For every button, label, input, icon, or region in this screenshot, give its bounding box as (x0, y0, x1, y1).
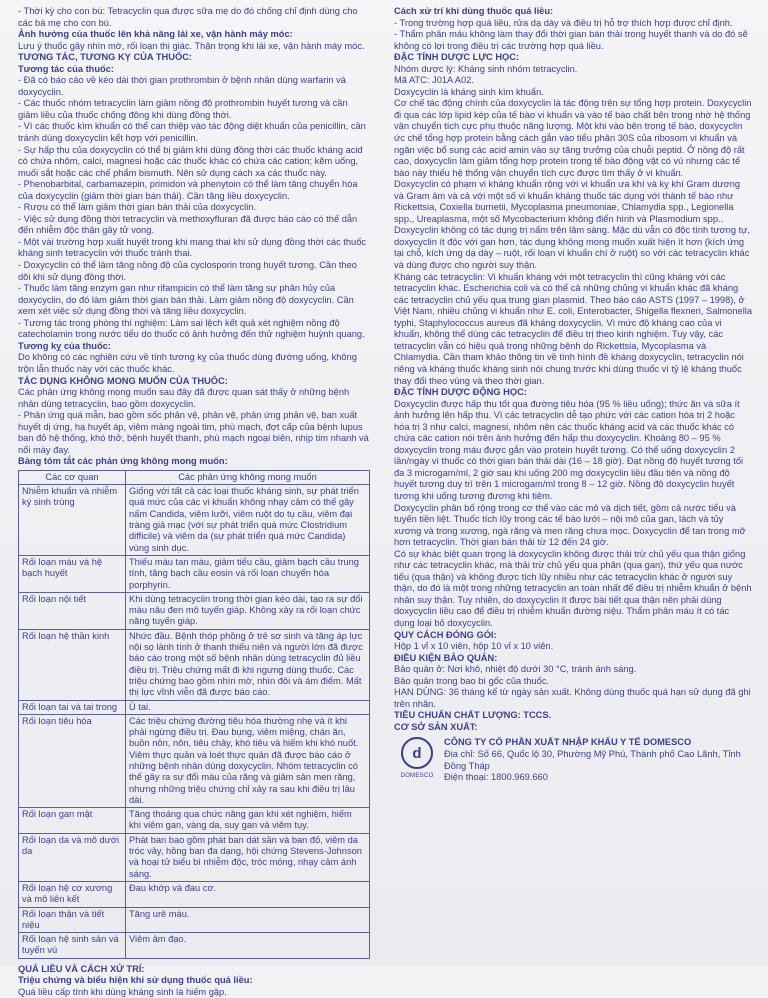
paragraph: Các phản ứng không mong muốn sau đây đã được quan sát thấy ở những bệnh nhân dùng tetracyclin, bao gồm doxycyclin. (18, 387, 350, 409)
table-row (19, 808, 370, 834)
reaction-cell: Các triệu chứng đường tiêu hóa thường nhẹ và ít khi phải ngừng điều trị. Đau bụng, viêm miệng, chán ăn, buồn nôn, nôn, tiêu chảy, khó tiêu và hiếm khi khó nuốt. Viêm thực quản và loét thực quản đã được báo cáo ở những bệnh nhân dùng doxycyclin. Nhóm tetracyclin có thể gây ra sự đổi màu của răng và giảm sản men răng, nhưng những triệu chứng chỉ xảy ra sau khi điều trị lâu dài. (126, 714, 370, 807)
paragraph: - Một vài trường hợp xuất huyết trong khi mang thai khi sử dụng đồng thời các thuốc kháng sinh tetracyclin với thuốc tránh thai. (18, 236, 367, 259)
paragraph: TIÊU CHUẨN CHẤT LƯỢNG: TCCS. (394, 710, 552, 721)
table-row (19, 714, 370, 807)
paragraph: - Rượu có thể làm giảm thời gian bán thải của doxycyclin. (18, 202, 257, 213)
left-paragraphs (18, 6, 370, 468)
manufacturer-address: Địa chỉ: Số 66, Quốc lộ 30, Phường Mỹ Phú, Thành phố Cao Lãnh, Tỉnh Đồng Tháp (444, 749, 741, 771)
table-header-row (19, 470, 370, 484)
paragraph: Tương kỵ của thuốc: (18, 340, 111, 351)
organ-cell: Rối loạn máu và hệ bạch huyết (19, 555, 126, 592)
reaction-cell: Thiếu máu tan máu, giảm tiểu cầu, giảm bạch cầu trung tính, tăng bạch cầu eosin và rối loạn chuyển hóa porphyrin. (126, 555, 370, 592)
table-row (19, 485, 370, 556)
paragraph: Nhóm dược lý: Kháng sinh nhóm tetracyclin. (394, 63, 578, 74)
organ-cell: Rối loạn gan mật (19, 808, 126, 834)
paragraph: - Việc sử dụng đồng thời tetracyclin và methoxyfluran đã được báo cáo có thể dẫn đến nhiễm độc thận gây tử vong. (18, 213, 358, 236)
organ-cell: Rối loạn nội tiết (19, 592, 126, 629)
paragraph: QUÁ LIỀU VÀ CÁCH XỬ TRÍ: (18, 963, 145, 974)
organ-cell: Rối loạn thận và tiết niệu (19, 907, 126, 933)
reaction-cell: Đau khớp và đau cơ. (126, 881, 370, 907)
paragraph: TƯƠNG TÁC, TƯƠNG KỴ CỦA THUỐC: (18, 52, 192, 63)
paragraph: Có sự khác biệt quan trọng là doxycyclin không được thải trừ chủ yếu qua thận giống như các tetracyclin khác, mà thải trừ chủ yếu qua phân (qua gan), thứ yếu qua nước tiểu (qua thận) và không được tích lũy nhiều như các tetracyclin khác ở người suy thận, do đó là một trong những tetracyclin an toàn nhất để điều trị nhiễm khuẩn ở bệnh nhân suy thận. Tuy nhiên, do doxycyclin ít được bài tiết qua thận nên phải dùng doxycyclin liều cao để điều trị nhiễm khuẩn đường niệu. Thẩm phân máu ít có tác dụng loại bỏ doxycyclin. (394, 548, 752, 628)
table-row (19, 629, 370, 700)
manufacturer-block (394, 737, 752, 783)
paragraph: Lưu ý thuốc gây nhìn mờ, rối loạn thị giác. Thận trọng khi lái xe, vận hành máy móc. (18, 40, 365, 51)
paragraph: - Tương tác trong phòng thí nghiệm: Làm sai lệch kết quả xét nghiệm nồng độ catecholamin trong nước tiểu do thuốc có ảnh hưởng đến thử nghiệm huỳnh quang. (18, 317, 365, 340)
paragraph: TÁC DỤNG KHÔNG MONG MUỐN CỦA THUỐC: (18, 375, 228, 386)
table-header-organs: Các cơ quan (19, 470, 126, 484)
paragraph: Cơ chế tác động chính của doxycyclin là tác động trên sự tổng hợp protein. Doxycyclin đi qua các lớp lipid kép của tế bào vi khuẩn và vào tế bào chất bên trong nhờ hệ thống vận chuyển tích cực phụ thuộc năng lượng. Một khi vào bên trong tế bào, doxycyclin ức chế tổng hợp protein bằng cách gắn vào tiểu phân 30S của ribosom vi khuẩn và ngăn việc bổ sung các acid amin vào sự tăng trưởng của chuỗi peptid. Ở nồng độ rất cao, doxycyclin làm giảm tổng hợp protein trong tế bào động vật có vú nhưng các tế bào này thiếu hệ thống vận chuyển tích cực được tìm thấy ở vi khuẩn. (394, 98, 752, 178)
table-body (19, 485, 370, 959)
paragraph: ĐIỀU KIỆN BẢO QUẢN: (394, 652, 498, 663)
paragraph: ĐẶC TÍNH DƯỢC ĐỘNG HỌC: (394, 387, 527, 398)
table-row (19, 907, 370, 933)
reaction-cell: Khi dùng tetracyclin trong thời gian kéo dài, tạo ra sự đổi màu nâu đen mô tuyến giáp. Không xảy ra rối loạn chức năng tuyến giáp. (126, 592, 370, 629)
organ-cell: Rối loạn tai và tai trong (19, 700, 126, 714)
reaction-cell: Viêm âm đạo. (126, 933, 370, 959)
reaction-cell: Giống với tất cả các loại thuốc kháng sinh, sự phát triển quá mức của các vi khuẩn không nhạy cảm có thể gây nấm Candida, viêm lưỡi, viêm ruột do tụ cầu, viêm đại tràng giả mạc (với sự phát triển quá mức Clostridium difficile) và viêm da (sự phát triển quá mức Candida) vùng sinh dục. (126, 485, 370, 556)
paragraph: Quá liều cấp tính khi dùng kháng sinh là hiếm gặp. (18, 986, 227, 997)
paragraph: Doxycyclin được hấp thu tốt qua đường tiêu hóa (95 % liều uống); thức ăn và sữa ít ảnh hưởng lên hấp thu. Vì các tetracyclin dễ tạo phức với các cation hóa trị 2 hoặc hóa trị 3 như calci, magnesi, nhôm nên các thuốc kháng acid và các thuốc khác có chứa các cation nói trên ảnh hưởng đến hấp thu doxycyclin. Khoảng 80 – 95 % doxycyclin trong máu được gắn vào protein huyết tương. Có thể uống doxycyclin 2 lần/ngày vì thuốc có thời gian bán thải dài (16 – 18 giờ). Đạt nồng độ huyết tương tối đa 3 microgam/ml, 2 giờ sau khi uống 200 mg doxycyclin liều đầu tiên và nồng độ huyết tương duy trì trên 1 microgam/ml trong 8 – 12 giờ. Nồng độ doxycyclin huyết tương khi uống tương đương khi tiêm. (394, 398, 744, 501)
adverse-effects-table (18, 470, 370, 959)
paragraph: Bảo quản trong bao bì gốc của thuốc. (394, 675, 550, 686)
table-row (19, 933, 370, 959)
reaction-cell: Tăng urê máu. (126, 907, 370, 933)
organ-cell: Nhiễm khuẩn và nhiễm ký sinh trùng (19, 485, 126, 556)
organ-cell: Rối loạn tiêu hóa (19, 714, 126, 807)
manufacturer-name: CÔNG TY CỔ PHẦN XUẤT NHẬP KHẨU Y TẾ DOMESCO (444, 737, 692, 748)
paragraph: Ảnh hưởng của thuốc lên khả năng lái xe, vận hành máy móc: (18, 29, 293, 40)
paragraph: CƠ SỞ SẢN XUẤT: (394, 721, 478, 732)
paragraph: Doxycyclin có phạm vi kháng khuẩn rộng với vi khuẩn ưa khí và kỵ khí Gram dương và Gram âm và cả với một số vi khuẩn kháng thuốc tác dụng với thành tế bào như Rickettsia, Coxiella burnetii, Mycoplasma pneumoniae, Chlamydia spp., Legionella spp., Ureaplasma, một số Mycobacterium không điển hình và Plasmodium spp.. Doxycyclin không có tác dụng trị nấm trên lâm sàng. Mặc dù vẫn có độc tính tương tự, doxycyclin ít độc với gan hơn, tác dụng không mong muốn xuất hiện ít hơn (kích ứng tại chỗ, kích ứng dạ dày – ruột, rối loạn vi khuẩn chí ở ruột) so với các tetracyclin khác và dùng được cho người suy thận. (394, 179, 750, 271)
paragraph: Bảo quản ở: Nơi khô, nhiệt độ dưới 30 °C, tránh ánh sáng. (394, 664, 637, 675)
paragraph: - Đã có báo cáo về kéo dài thời gian prothrombin ở bệnh nhân dùng warfarin và doxycyclin. (18, 75, 346, 97)
paragraph: Tương tác của thuốc: (18, 63, 114, 74)
paragraph: HẠN DÙNG: 36 tháng kể từ ngày sản xuất. Không dùng thuốc quá hạn sử dụng đã ghi trên nhãn. (394, 687, 751, 709)
paragraph: - Thuốc làm tăng enzym gan như rifampicin có thể làm tăng sự phân hủy của doxycyclin, do đó làm giảm thời gian bán thải. Làm giảm nồng độ doxycyclin. Cần xem xét việc sử dụng đồng thời và tăng liều doxycyclin. (18, 283, 354, 317)
paragraph: - Vì các thuốc kìm khuẩn có thể can thiệp vào tác động diệt khuẩn của penicillin, cần tránh dùng doxycyclin kết hợp với penicillin. (18, 121, 366, 144)
organ-cell: Rối loạn hệ sinh sản và tuyến vú (19, 933, 126, 959)
paragraph: Cách xử trí khi dùng thuốc quá liều: (394, 6, 554, 16)
domesco-logo-icon: d (401, 737, 433, 769)
paragraph: - Các thuốc nhóm tetracyclin làm giảm nồng độ prothrombin huyết tương và cần giảm liều của thuốc chống đông khi dùng đồng thời. (18, 98, 348, 120)
paragraph: - Phenobarbital, carbamazepin, primidon và phenytoin có thể làm tăng chuyển hóa của doxycyclin (giảm thời gian bán thải). Cần tăng liều doxycyclin. (18, 179, 358, 201)
table-row (19, 881, 370, 907)
paragraph: Triệu chứng và biểu hiện khi sử dụng thuốc quá liều: (18, 975, 253, 986)
right-column (394, 6, 752, 784)
left-column (18, 6, 370, 998)
paragraph: Hộp 1 vỉ x 10 viên, hộp 10 vỉ x 10 viên. (394, 641, 554, 652)
reaction-cell: Nhức đầu. Bệnh thóp phồng ở trẻ sơ sinh và tăng áp lực nội sọ lành tính ở thanh thiếu niên và người lớn đã được báo cáo trong một số bệnh nhân dùng tetracyclin đủ liều điều trị. Triệu chứng mất đi khi ngưng dùng thuốc. Các triệu chứng bao gồm nhìn mờ, nhìn đôi và ám điểm. Mất thị lực vĩnh viễn đã được báo cáo. (126, 629, 370, 700)
paragraph: - Sự hấp thu của doxycyclin có thể bị giảm khi dùng đồng thời các thuốc kháng acid có chứa nhôm, calci, magnesi hoặc các thuốc khác có chứa các cation; kẽm uống, muối sắt hoặc các chế phẩm bismuth. Nên sử dụng cách xa các thuốc này. (18, 144, 363, 178)
organ-cell: Rối loạn hệ thần kinh (19, 629, 126, 700)
manufacturer-phone: Điện thoại: 1800.969.660 (444, 772, 548, 783)
paragraph: Kháng các tetracyclin: Vi khuẩn kháng với một tetracyclin thì cũng kháng với các tetracyclin khác. Escherichia coli và có thể cả những chủng vi khuẩn khác đã kháng các tetracyclin chủ yếu qua trung gian plasmid. Theo báo cáo ASTS (1997 – 1998), ở Việt Nam, nhiều chủng vi khuẩn như E. coli, Enterobacter, Shigella flexneri, Salmonella typhi, Staphylococcus aureus đã kháng doxycyclin. Vì mức độ kháng cao của vi khuẩn, không thể dùng các tetracyclin để điều trị theo kinh nghiệm. Tuy vậy, các tetracyclin vẫn có hiệu quả trong những bệnh do Rickettsia, Mycoplasma và Chlamydia. Cần tham khảo thông tin về tình hình đề kháng doxycyclin, tetracyclin nói riêng và kháng thuốc kháng sinh nói chung trước khi dùng thuốc vì tỷ lệ kháng thuốc thay đổi theo vùng và theo thời gian. (394, 271, 752, 386)
organ-cell: Rối loạn hệ cơ xương và mô liên kết (19, 881, 126, 907)
organ-cell: Rối loạn da và mô dưới da (19, 833, 126, 881)
paragraph: - Doxycyclin có thể làm tăng nồng độ của cyclosporin trong huyết tương. Cần theo dõi khi sử dụng đồng thời. (18, 260, 357, 282)
paragraph: Do không có các nghiên cứu về tính tương kỵ của thuốc dùng đường uống, không trộn lẫn thuốc này với các thuốc khác. (18, 352, 357, 374)
paragraph: - Phản ứng quá mẫn, bao gồm sốc phản vệ, phản vệ, phản ứng phản vệ, ban xuất huyết dị ứng, hạ huyết áp, viêm màng ngoài tim, phù mạch, đợt cấp của bệnh lupus ban đỏ hệ thống, khó thở, bệnh huyết thanh, phù mạch ngoại biên, nhịp tim nhanh và nổi mày đay. (18, 410, 369, 455)
table-row (19, 592, 370, 629)
paragraph: - Trong trường hợp quá liều, rửa dạ dày và điều trị hỗ trợ thích hợp được chỉ định. (394, 17, 733, 28)
reaction-cell: Phát ban bao gồm phát ban dát sần và ban đỏ, viêm da tróc vảy, hồng ban đa dạng, hội chứng Stevens-Johnson và hoại tử biểu bì nhiễm độc, tróc móng, nhạy cảm ánh sáng. (126, 833, 370, 881)
manufacturer-details (440, 737, 752, 783)
paragraph: Doxycyclin phân bố rộng trong cơ thể vào các mô và dịch tiết, gồm cả nước tiểu và tuyến tiền liệt. Thuốc tích lũy trong các tế bào lưới – nội mô của gan, lách và tủy xương và trong xương, ngà răng và men răng chưa mọc. Doxycyclin để tan trong mỡ hơn tetracyclin. Thời gian bán thải từ 12 đến 24 giờ. (394, 502, 746, 548)
paragraph: Bảng tóm tắt các phản ứng không mong muốn: (18, 456, 228, 467)
domesco-logo (394, 737, 440, 783)
domesco-logo-text: DOMESCO (400, 773, 434, 780)
right-paragraphs (394, 6, 752, 733)
reaction-cell: Tăng thoáng qua chức năng gan khi xét nghiệm, hiếm khi viêm gan, vàng da, suy gan và viêm tụy. (126, 808, 370, 834)
paragraph: - Thẩm phân máu không làm thay đổi thời gian bán thải trong huyết thanh và do đó sẽ không có lợi trong điều trị các trường hợp quá liều. (394, 29, 748, 51)
paragraph: - Thời kỳ cho con bú: Tetracyclin qua được sữa mẹ do đó chống chỉ định dùng cho các bà mẹ cho con bú. (18, 6, 358, 28)
overdose-section (18, 964, 370, 998)
paragraph: Doxycyclin là kháng sinh kìm khuẩn. (394, 86, 544, 97)
table-row (19, 700, 370, 714)
paragraph: QUY CÁCH ĐÓNG GÓI: (394, 629, 497, 640)
table-header-reactions: Các phản ứng không mong muốn (126, 470, 370, 484)
paragraph: ĐẶC TÍNH DƯỢC LỰC HỌC: (394, 52, 520, 63)
table-row (19, 555, 370, 592)
reaction-cell: Ù tai. (126, 700, 370, 714)
table-row (19, 833, 370, 881)
paragraph: Mã ATC: J01A A02. (394, 75, 474, 86)
